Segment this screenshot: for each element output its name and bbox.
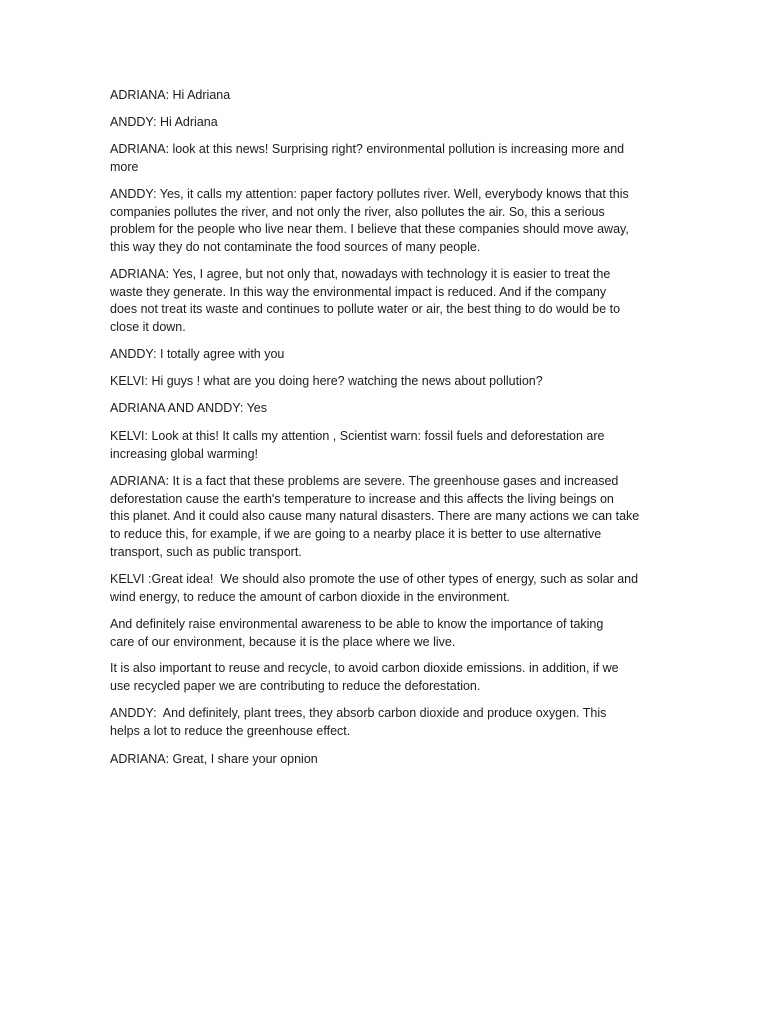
dialogue-paragraph: ADRIANA AND ANDDY: Yes <box>110 401 268 415</box>
dialogue-paragraph: KELVI: Hi guys ! what are you doing here? watching the news about pollution? <box>110 374 543 388</box>
dialogue-paragraph: KELVI :Great idea! We should also promote the use of other types of energy, such as solar and wind energy, to reduce the amount of carbon dioxide in the environment. <box>110 572 639 604</box>
dialogue-paragraph: ADRIANA: Great, I share your opnion <box>110 752 318 766</box>
dialogue-paragraph: And definitely raise environmental awareness to be able to know the importance of taking care of our environment, because it is the place where we live. <box>110 617 604 649</box>
dialogue-paragraph: ANDDY: I totally agree with you <box>110 347 285 361</box>
dialogue-paragraph: ADRIANA: Yes, I agree, but not only that, nowadays with technology it is easier to treat the waste they generate. In this way the environmental impact is reduced. And if the company does not treat its waste and continues to pollute water or air, the best thing to do would be to close it down. <box>110 267 621 335</box>
dialogue-paragraph: ADRIANA: Hi Adriana <box>110 88 231 102</box>
dialogue-paragraph: ADRIANA: It is a fact that these problems are severe. The greenhouse gases and increased deforestation cause the earth's temperature to increase and this affects the living beings on this planet. And it could also cause many natural disasters. There are many actions we can take to reduce this, for example, if we are going to a nearby place it is better to use alternative transport, such as public transport. <box>110 474 640 559</box>
dialogue-paragraph: It is also important to reuse and recycle, to avoid carbon dioxide emissions. in addition, if we use recycled paper we are contributing to reduce the deforestation. <box>110 661 619 693</box>
dialogue-paragraph: ANDDY: Yes, it calls my attention: paper factory pollutes river. Well, everybody knows that this companies pollutes the river, and not only the river, also pollutes the air. So, this a serious problem for the people who live near them. I believe that these companies should move away, this way they do not contaminate the food sources of many people. <box>110 187 629 255</box>
dialogue-paragraph: KELVI: Look at this! It calls my attention , Scientist warn: fossil fuels and deforestation are increasing global warming! <box>110 429 605 461</box>
dialogue-paragraph: ANDDY: And definitely, plant trees, they absorb carbon dioxide and produce oxygen. This helps a lot to reduce the greenhouse effect. <box>110 706 607 738</box>
dialogue-paragraph: ADRIANA: look at this news! Surprising right? environmental pollution is increasing more and more <box>110 142 625 174</box>
dialogue-paragraph: ANDDY: Hi Adriana <box>110 115 218 129</box>
